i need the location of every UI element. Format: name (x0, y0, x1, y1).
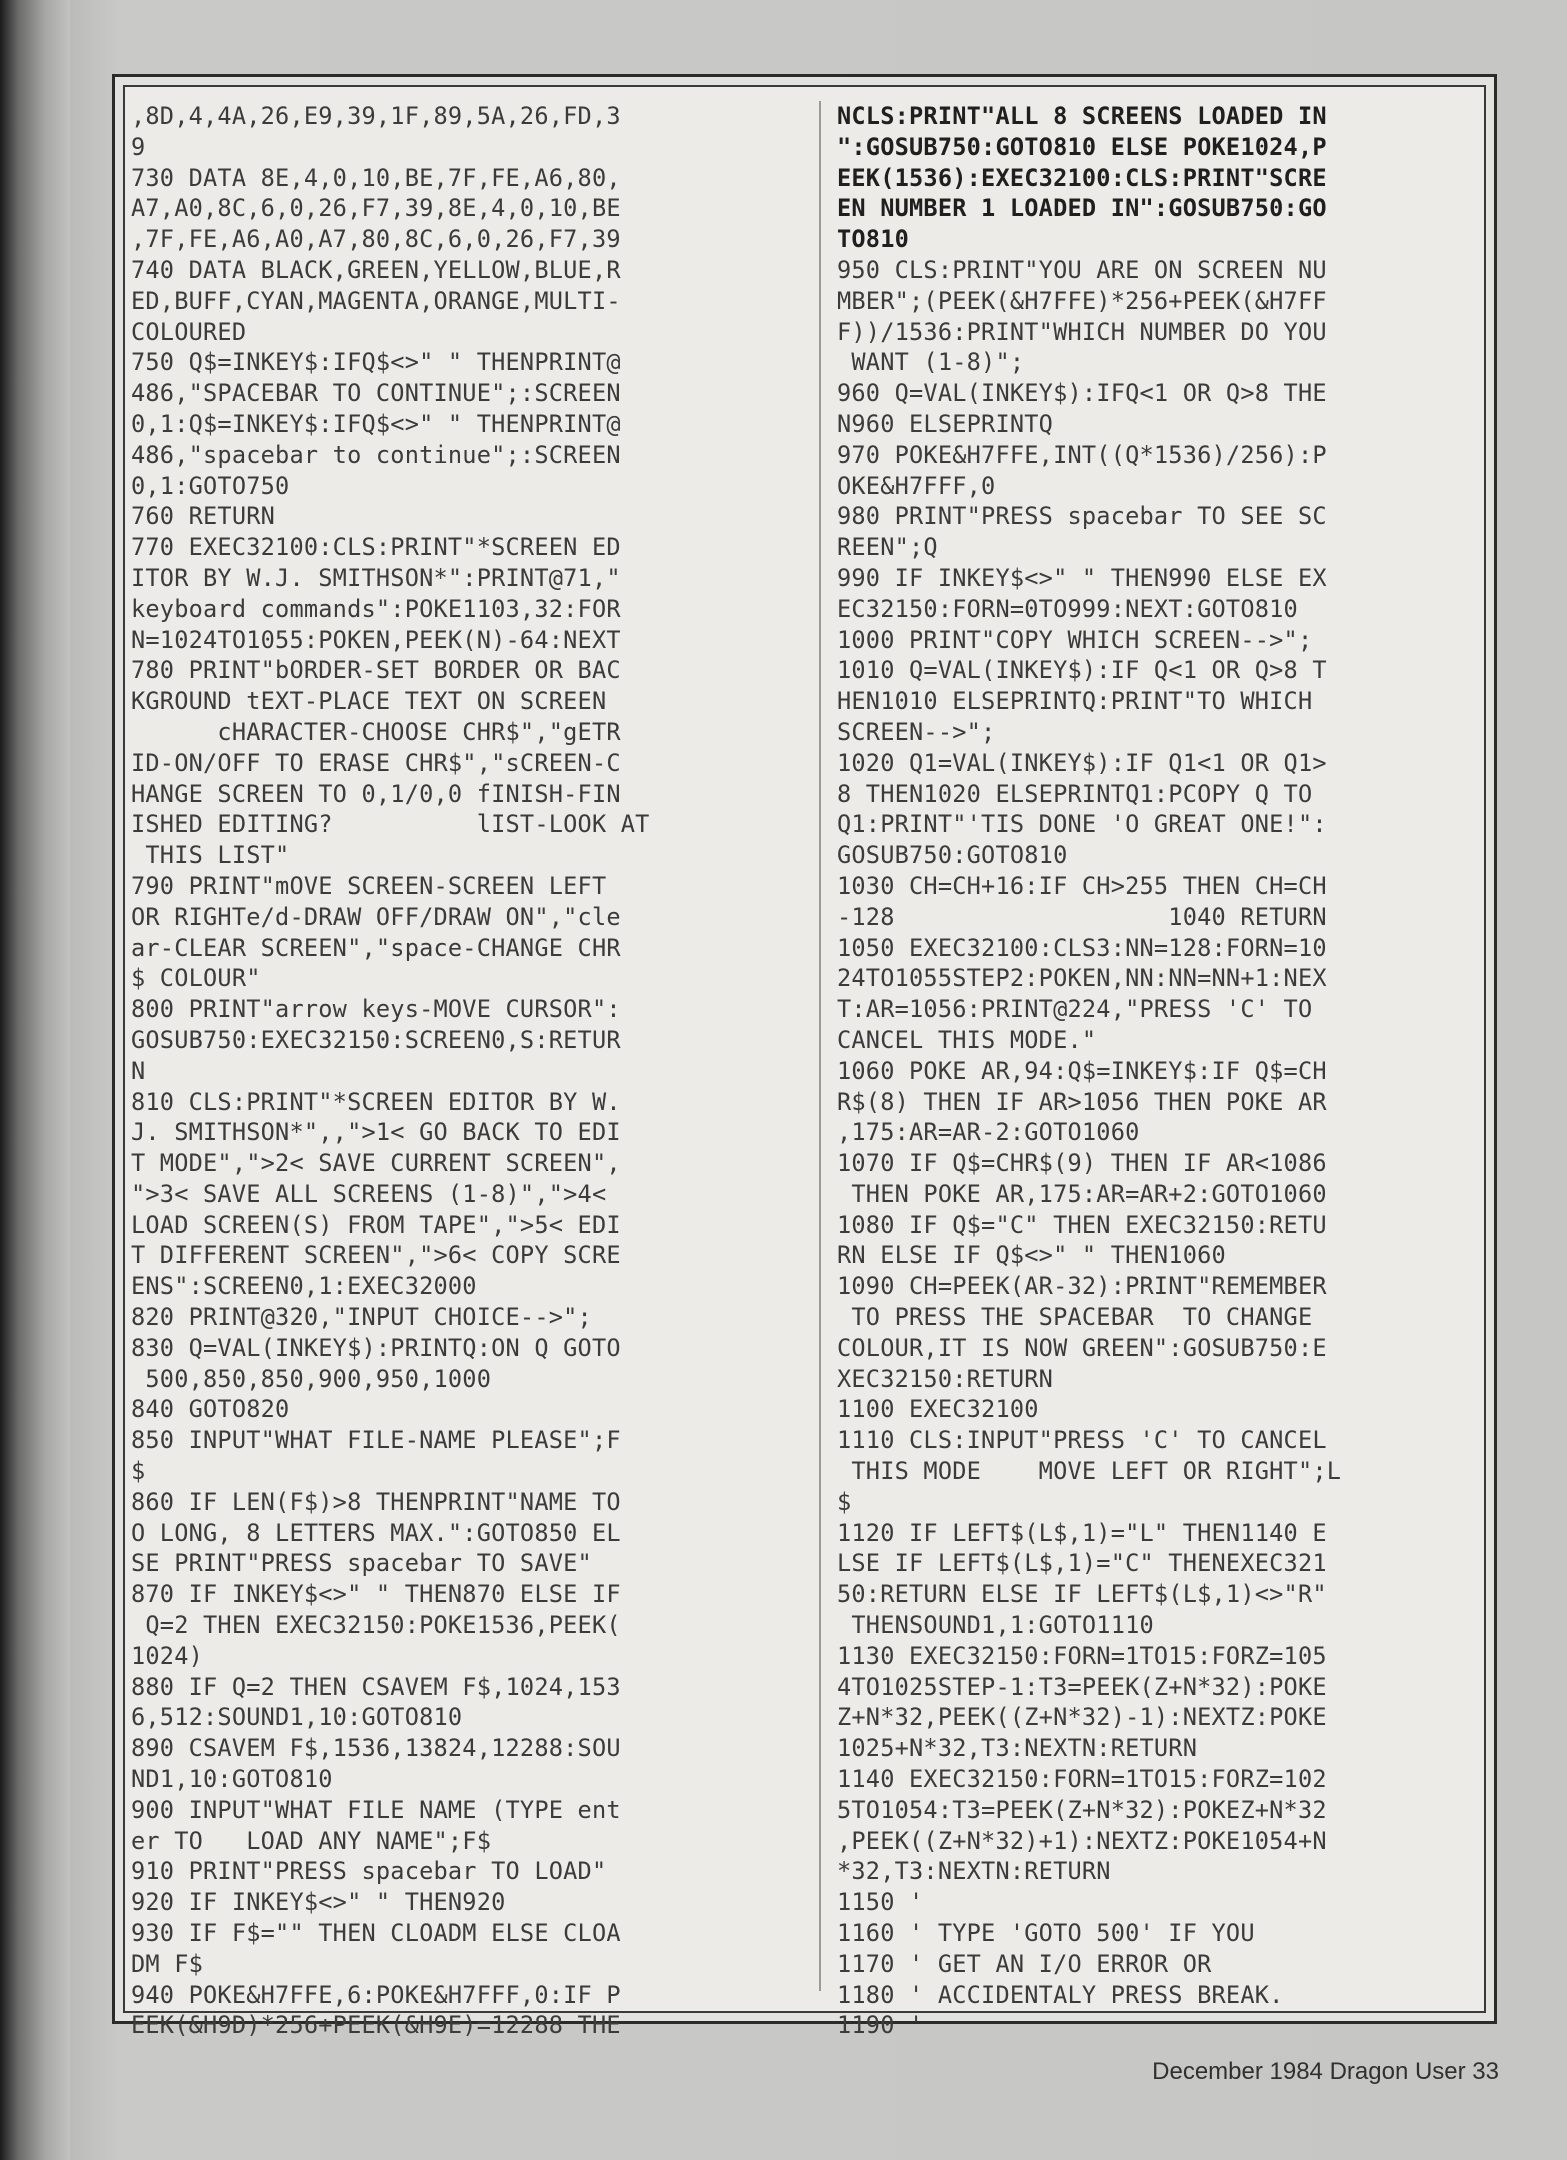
code-line: 9 (131, 132, 146, 161)
code-line: T DIFFERENT SCREEN",">6< COPY SCRE (131, 1241, 621, 1270)
code-line: 1180 ' ACCIDENTALY PRESS BREAK. (837, 1980, 1284, 2009)
code-line: $ (131, 1457, 146, 1486)
code-line: 4TO1025STEP-1:T3=PEEK(Z+N*32):POKE (837, 1672, 1327, 1701)
code-line: ,PEEK((Z+N*32)+1):NEXTZ:POKE1054+N (837, 1826, 1327, 1855)
code-line: DM F$ (131, 1949, 204, 1978)
code-line: KGROUND tEXT-PLACE TEXT ON SCREEN (131, 687, 607, 716)
listing-frame (112, 74, 1497, 2040)
code-line: 486,"spacebar to continue";:SCREEN (131, 440, 621, 469)
code-line: OR RIGHTe/d-DRAW OFF/DRAW ON","cle (131, 902, 621, 931)
code-line: 1025+N*32,T3:NEXTN:RETURN (837, 1734, 1198, 1763)
code-line: Q=2 THEN EXEC32150:POKE1536,PEEK( (131, 1611, 621, 1640)
code-line: 890 CSAVEM F$,1536,13824,12288:SOU (131, 1734, 621, 1763)
code-line: EEK(&H9D)*256+PEEK(&H9E)=12288 THE (131, 2011, 621, 2040)
code-line: 1150 ' (837, 1888, 924, 1917)
code-line: 920 IF INKEY$<>" " THEN920 (131, 1888, 506, 1917)
code-line: THIS LIST" (131, 841, 290, 870)
code-line: 820 PRINT@320,"INPUT CHOICE-->"; (131, 1303, 592, 1332)
code-line: 850 INPUT"WHAT FILE-NAME PLEASE";F (131, 1426, 621, 1455)
code-line: 780 PRINT"bORDER-SET BORDER OR BAC (131, 656, 621, 685)
code-line: 1100 EXEC32100 (837, 1395, 1039, 1424)
code-line: TO PRESS THE SPACEBAR TO CHANGE (837, 1303, 1313, 1332)
code-line: 1024) (131, 1641, 204, 1670)
code-line: $ (837, 1487, 852, 1516)
code-line: 900 INPUT"WHAT FILE NAME (TYPE ent (131, 1795, 621, 1824)
code-line: 1130 EXEC32150:FORN=1TO15:FORZ=105 (837, 1641, 1327, 1670)
code-line: 860 IF LEN(F$)>8 THENPRINT"NAME TO (131, 1487, 621, 1516)
code-line: 810 CLS:PRINT"*SCREEN EDITOR BY W. (131, 1087, 621, 1116)
code-line: 950 CLS:PRINT"YOU ARE ON SCREEN NU (837, 255, 1327, 284)
code-line: ISHED EDITING? lIST-LOOK AT (131, 810, 650, 839)
code-line: 750 Q$=INKEY$:IFQ$<>" " THENPRINT@ (131, 348, 621, 377)
code-line: 1120 IF LEFT$(L$,1)="L" THEN1140 E (837, 1518, 1327, 1547)
code-line: THIS MODE MOVE LEFT OR RIGHT";L (837, 1457, 1342, 1486)
code-line: CANCEL THIS MODE." (837, 1025, 1097, 1054)
code-line: LOAD SCREEN(S) FROM TAPE",">5< EDI (131, 1210, 621, 1239)
code-line: 790 PRINT"mOVE SCREEN-SCREEN LEFT (131, 871, 607, 900)
code-line: LSE IF LEFT$(L$,1)="C" THENEXEC321 (837, 1549, 1327, 1578)
code-line: 486,"SPACEBAR TO CONTINUE";:SCREEN (131, 379, 621, 408)
code-line: 940 POKE&H7FFE,6:POKE&H7FFF,0:IF P (131, 1980, 621, 2009)
code-line: F))/1536:PRINT"WHICH NUMBER DO YOU (837, 317, 1327, 346)
code-line: NCLS:PRINT"ALL 8 SCREENS LOADED IN (837, 102, 1327, 130)
code-line: cHARACTER-CHOOSE CHR$","gETR (131, 717, 621, 746)
listing-left-column (131, 101, 777, 2040)
code-line: Z+N*32,PEEK((Z+N*32)-1):NEXTZ:POKE (837, 1703, 1327, 1732)
code-line: COLOURED (131, 317, 247, 346)
code-line: 930 IF F$="" THEN CLOADM ELSE CLOA (131, 1919, 621, 1948)
code-line: 760 RETURN (131, 502, 276, 531)
code-line: 880 IF Q=2 THEN CSAVEM F$,1024,153 (131, 1672, 621, 1701)
code-line: HEN1010 ELSEPRINTQ:PRINT"TO WHICH (837, 687, 1313, 716)
code-line: T:AR=1056:PRINT@224,"PRESS 'C' TO (837, 995, 1313, 1024)
code-line: N (131, 1056, 146, 1085)
code-line: 1140 EXEC32150:FORN=1TO15:FORZ=102 (837, 1765, 1327, 1794)
code-line: MBER";(PEEK(&H7FFE)*256+PEEK(&H7FF (837, 286, 1327, 315)
code-line: WANT (1-8)"; (837, 348, 1025, 377)
code-line: ID-ON/OFF TO ERASE CHR$","sCREEN-C (131, 748, 621, 777)
code-line: Q1:PRINT"'TIS DONE 'O GREAT ONE!": (837, 810, 1327, 839)
code-line: EEK(1536):EXEC32100:CLS:PRINT"SCRE (837, 163, 1327, 192)
code-line: ,175:AR=AR-2:GOTO1060 (837, 1118, 1140, 1147)
code-line: 740 DATA BLACK,GREEN,YELLOW,BLUE,R (131, 255, 621, 284)
code-line: 1070 IF Q$=CHR$(9) THEN IF AR<1086 (837, 1149, 1327, 1178)
code-line: 500,850,850,900,950,1000 (131, 1364, 492, 1393)
code-line: ND1,10:GOTO810 (131, 1765, 333, 1794)
listing-box (123, 85, 1486, 2040)
code-line: 0,1:GOTO750 (131, 471, 290, 500)
code-line: keyboard commands":POKE1103,32:FOR (131, 594, 621, 623)
code-line: 8 THEN1020 ELSEPRINTQ1:PCOPY Q TO (837, 779, 1313, 808)
code-line: 770 EXEC32100:CLS:PRINT"*SCREEN ED (131, 533, 621, 562)
code-line: ,7F,FE,A6,A0,A7,80,8C,6,0,26,F7,39 (131, 225, 621, 254)
code-line: 1060 POKE AR,94:Q$=INKEY$:IF Q$=CH (837, 1056, 1327, 1085)
page-footer: December 1984 Dragon User 33 (1152, 2058, 1499, 2085)
code-line: 1050 EXEC32100:CLS3:NN=128:FORN=10 (837, 933, 1327, 962)
code-line: er TO LOAD ANY NAME";F$ (131, 1826, 492, 1855)
code-line: ">3< SAVE ALL SCREENS (1-8)",">4< (131, 1179, 607, 1208)
code-line: EC32150:FORN=0TO999:NEXT:GOTO810 (837, 594, 1298, 623)
code-line: 980 PRINT"PRESS spacebar TO SEE SC (837, 502, 1327, 531)
code-line: RN ELSE IF Q$<>" " THEN1060 (837, 1241, 1226, 1270)
code-line: 830 Q=VAL(INKEY$):PRINTQ:ON Q GOTO (131, 1333, 621, 1362)
code-line: R$(8) THEN IF AR>1056 THEN POKE AR (837, 1087, 1327, 1116)
code-line: N=1024TO1055:POKEN,PEEK(N)-64:NEXT (131, 625, 621, 654)
code-line: COLOUR,IT IS NOW GREEN":GOSUB750:E (837, 1333, 1327, 1362)
code-line: 50:RETURN ELSE IF LEFT$(L$,1)<>"R" (837, 1580, 1327, 1609)
code-line: N960 ELSEPRINTQ (837, 409, 1054, 438)
code-line: 1090 CH=PEEK(AR-32):PRINT"REMEMBER (837, 1272, 1327, 1301)
code-line: HANGE SCREEN TO 0,1/0,0 fINISH-FIN (131, 779, 621, 808)
code-line: REEN";Q (837, 533, 938, 562)
code-line: ITOR BY W.J. SMITHSON*":PRINT@71," (131, 563, 621, 592)
code-line: SE PRINT"PRESS spacebar TO SAVE" (131, 1549, 592, 1578)
code-line: 24TO1055STEP2:POKEN,NN:NN=NN+1:NEX (837, 964, 1327, 993)
code-line: 960 Q=VAL(INKEY$):IFQ<1 OR Q>8 THE (837, 379, 1327, 408)
code-line: 910 PRINT"PRESS spacebar TO LOAD" (131, 1857, 607, 1886)
code-line: 870 IF INKEY$<>" " THEN870 ELSE IF (131, 1580, 621, 1609)
code-line: EN NUMBER 1 LOADED IN":GOSUB750:GO (837, 194, 1327, 223)
code-line: THEN POKE AR,175:AR=AR+2:GOTO1060 (837, 1179, 1327, 1208)
code-line: 1110 CLS:INPUT"PRESS 'C' TO CANCEL (837, 1426, 1327, 1455)
code-line: 6,512:SOUND1,10:GOTO810 (131, 1703, 463, 1732)
code-line: T MODE",">2< SAVE CURRENT SCREEN", (131, 1149, 621, 1178)
code-line: ENS":SCREEN0,1:EXEC32000 (131, 1272, 477, 1301)
code-line: 800 PRINT"arrow keys-MOVE CURSOR": (131, 995, 621, 1024)
column-divider (819, 101, 821, 1991)
code-line: 1010 Q=VAL(INKEY$):IF Q<1 OR Q>8 T (837, 656, 1327, 685)
code-line: OKE&H7FFF,0 (837, 471, 996, 500)
code-line: O LONG, 8 LETTERS MAX.":GOTO850 EL (131, 1518, 621, 1547)
code-line: 990 IF INKEY$<>" " THEN990 ELSE EX (837, 563, 1327, 592)
code-line: 1020 Q1=VAL(INKEY$):IF Q1<1 OR Q1> (837, 748, 1327, 777)
code-line: 730 DATA 8E,4,0,10,BE,7F,FE,A6,80, (131, 163, 621, 192)
code-line: ":GOSUB750:GOTO810 ELSE POKE1024,P (837, 132, 1327, 161)
code-line: 5TO1054:T3=PEEK(Z+N*32):POKEZ+N*32 (837, 1795, 1327, 1824)
code-line: 970 POKE&H7FFE,INT((Q*1536)/256):P (837, 440, 1327, 469)
code-line: 1160 ' TYPE 'GOTO 500' IF YOU (837, 1919, 1255, 1948)
code-line: XEC32150:RETURN (837, 1364, 1054, 1393)
code-line: 1000 PRINT"COPY WHICH SCREEN-->"; (837, 625, 1313, 654)
code-line: TO810 (837, 225, 910, 254)
listing-right-column (837, 101, 1483, 2040)
code-line: 0,1:Q$=INKEY$:IFQ$<>" " THENPRINT@ (131, 409, 621, 438)
code-line: 840 GOTO820 (131, 1395, 290, 1424)
code-line: 1030 CH=CH+16:IF CH>255 THEN CH=CH (837, 871, 1327, 900)
code-line: GOSUB750:EXEC32150:SCREEN0,S:RETUR (131, 1025, 621, 1054)
code-line: A7,A0,8C,6,0,26,F7,39,8E,4,0,10,BE (131, 194, 621, 223)
code-line: 1190 ' (837, 2011, 924, 2040)
code-line: *32,T3:NEXTN:RETURN (837, 1857, 1111, 1886)
page-gutter-shadow (0, 0, 70, 2160)
code-line: SCREEN-->"; (837, 717, 996, 746)
code-line: GOSUB750:GOTO810 (837, 841, 1068, 870)
code-line: $ COLOUR" (131, 964, 261, 993)
code-line: 1170 ' GET AN I/O ERROR OR (837, 1949, 1212, 1978)
code-line: ,8D,4,4A,26,E9,39,1F,89,5A,26,FD,3 (131, 102, 621, 130)
code-line: 1080 IF Q$="C" THEN EXEC32150:RETU (837, 1210, 1327, 1239)
code-line: -128 1040 RETURN (837, 902, 1327, 931)
code-line: ar-CLEAR SCREEN","space-CHANGE CHR (131, 933, 621, 962)
code-line: THENSOUND1,1:GOTO1110 (837, 1611, 1154, 1640)
code-line: ED,BUFF,CYAN,MAGENTA,ORANGE,MULTI- (131, 286, 621, 315)
code-line: J. SMITHSON*",,">1< GO BACK TO EDI (131, 1118, 621, 1147)
